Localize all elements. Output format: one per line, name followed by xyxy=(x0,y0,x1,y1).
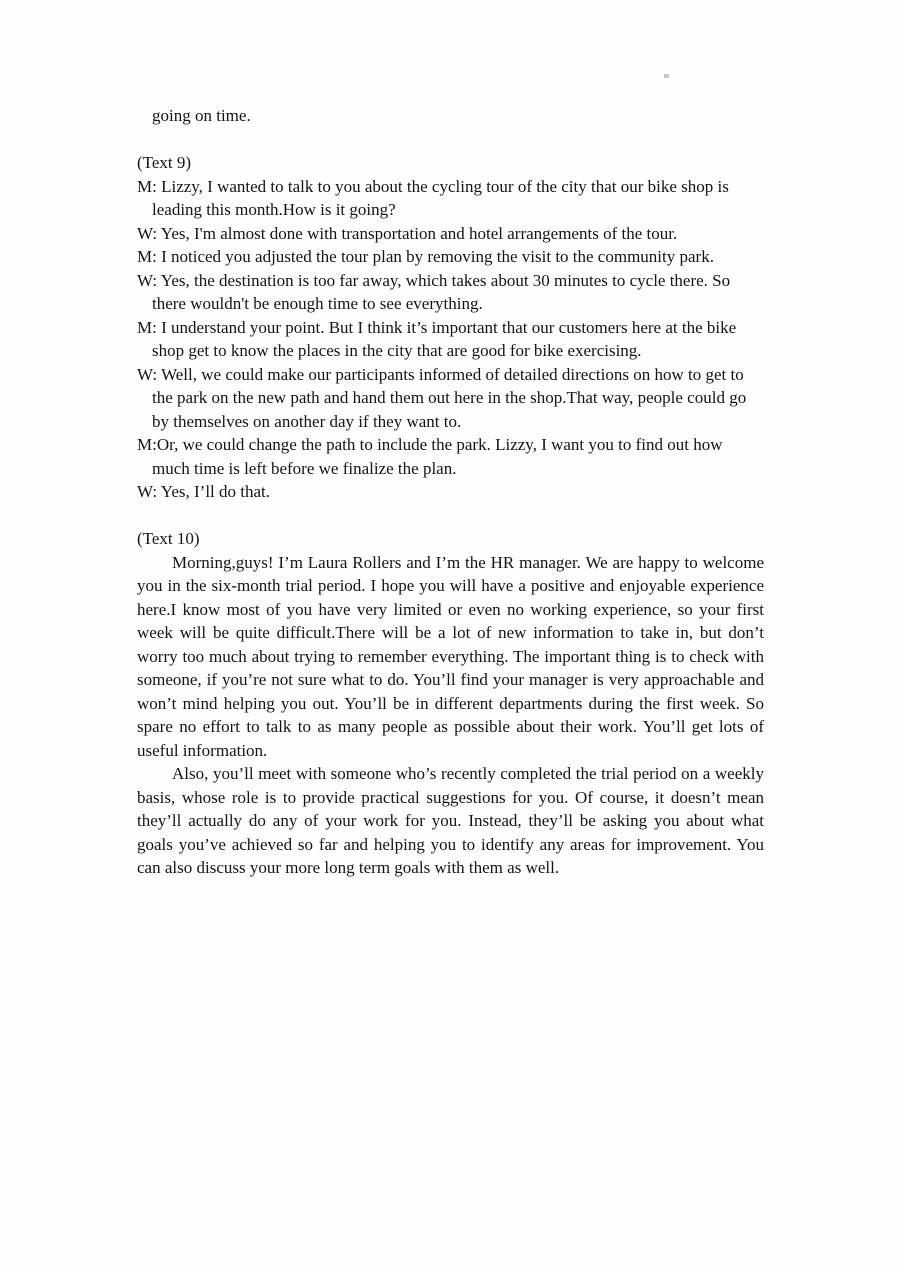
dialogue-turn: M: I understand your point. But I think it’s important that our customers here at the bike shop get to know the places in the city that are good for bike exercising. xyxy=(137,317,737,360)
monologue-paragraph: Also, you’ll meet with someone who’s recently completed the trial period on a weekly basis, whose role is to provide practical suggestions for you. Of course, it doesn’t mean they’ll actually do any of your work for you. Instead, they’ll be asking you about what goals you’ve achieved so far and helping you to identify any areas for improvement. You can also discuss your more long term goals with them as well. xyxy=(137,764,764,877)
dialogue-turn: W: Well, we could make our participants informed of detailed directions on how to get to the park on the new path and hand them out here in the shop.That way, people could go by themselves on another day if they want to. xyxy=(137,364,747,431)
section-heading-text9: (Text 9) xyxy=(137,153,192,172)
dialogue-turn: M: I noticed you adjusted the tour plan by removing the visit to the community park. xyxy=(137,247,714,266)
dialogue-turn: W: Yes, I'm almost done with transportation and hotel arrangements of the tour. xyxy=(137,223,678,243)
blank-line xyxy=(137,504,764,528)
page-content xyxy=(137,104,764,880)
scan-artifact xyxy=(664,74,669,78)
monologue-paragraph: Morning,guys! I’m Laura Rollers and I’m the HR manager. We are happy to welcome you in the six-month trial period. I hope you will have a positive and enjoyable experience here.I know most of you have very limited or even no working experience, so your first week will be quite difficult.There will be a lot of new information to take in, but don’t worry too much about trying to remember everything. The important thing is to check with someone, if you’re not sure what to do. You’ll find your manager is very approachable and won’t mind helping you out. You’ll be in different departments during the first week. So spare no effort to talk to as many people as possible about their work. You’ll get lots of useful information. xyxy=(137,552,764,760)
dialogue-turn: W: Yes, the destination is too far away, which takes about 30 minutes to cycle there. So there wouldn't be enough time to see everything. xyxy=(137,270,731,313)
dialogue-turn: M: Lizzy, I wanted to talk to you about the cycling tour of the city that our bike shop is leading this month.How is it going? xyxy=(137,176,729,219)
blank-line xyxy=(137,128,764,152)
dialogue-turn: W: Yes, I’ll do that. xyxy=(137,482,271,501)
section-heading-text10: (Text 10) xyxy=(137,529,200,548)
dialogue-turn: M:Or, we could change the path to include the park. Lizzy, I want you to find out how much time is left before we finalize the plan. xyxy=(137,435,723,478)
carryover-line: going on time. xyxy=(152,106,251,125)
